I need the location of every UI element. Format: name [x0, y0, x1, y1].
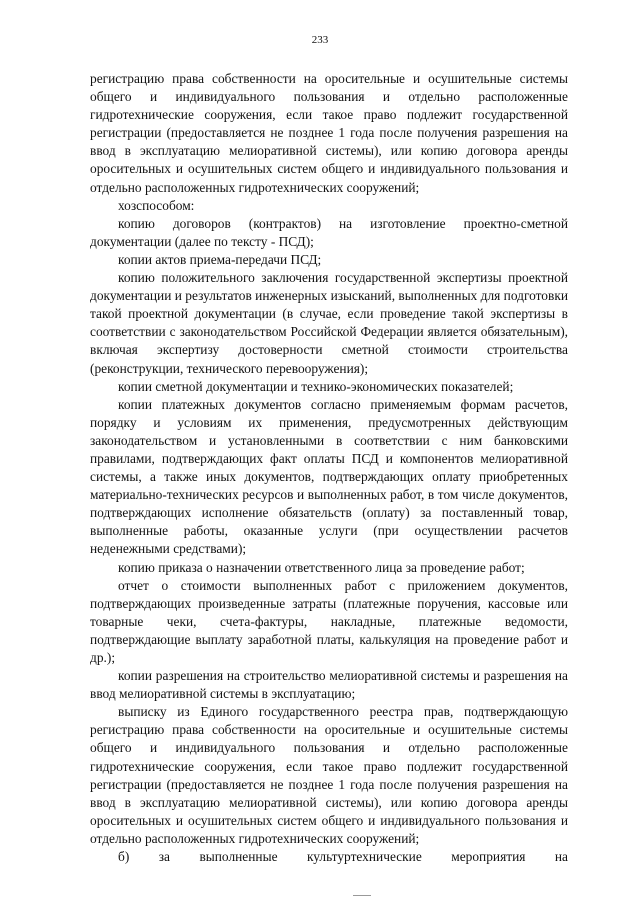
paragraph: копии актов приема-передачи ПСД;: [118, 251, 322, 267]
paragraph: б) за выполненные культуртехнические мероприятия на: [118, 849, 568, 865]
paragraph: копии платежных документов согласно применяемым формам расчетов, порядку и условиям их применения, предусмотренных действующим законодательством и установленными в соответствии с ним банковскими правилами, подтверждающих факт оплаты ПСД и компонентов мелиоративной системы, а также иных документов, подтверждающих оплату приобретенных материально-технических ресурсов и выполненных работ, в том числе документов, подтверждающих исполнение обязательств (оплату) за поставленный товар, выполненные работы, оказанные услуги (при осуществлении расчетов неденежными средствами);: [90, 396, 568, 557]
paragraph: отчет о стоимости выполненных работ с приложением документов, подтверждающих произведенные затраты (платежные поручения, кассовые или товарные чеки, счета-фактуры, накладные, платежные ведомости, подтверждающие выплату заработной платы, калькуляция на проведение работ и др.);: [90, 577, 568, 665]
paragraph: регистрацию права собственности на оросительные и осушительные системы общего и индивидуального пользования и отдельно расположенные гидротехнические сооружения, если такое право подлежит государственной регистрации (предоставляется не позднее 1 года после получения разрешения на ввод в эксплуатацию мелиоративной системы), или копию договора аренды оросительных и осушительных систем общего и индивидуального пользования и отдельно расположенных гидротехнических сооружений;: [90, 71, 568, 195]
page-number: 233: [311, 34, 329, 46]
document-body: [90, 70, 568, 866]
paragraph: копию договоров (контрактов) на изготовление проектно-сметной документации (далее по тексту - ПСД);: [90, 215, 568, 249]
paragraph: копии разрешения на строительство мелиоративной системы и разрешения на ввод мелиоративной системы в эксплуатацию;: [90, 668, 568, 702]
paragraph: копию приказа о назначении ответственного лица за проведение работ;: [118, 559, 525, 575]
paragraph: копии сметной документации и технико-экономических показателей;: [118, 378, 514, 394]
paragraph: копию положительного заключения государственной экспертизы проектной документации и результатов инженерных изысканий, выполненных для подготовки такой проектной документации (в случае, если проведение такой экспертизы в соответствии с законодательством Российской Федерации является обязательным), включая экспертизу достоверности сметной стоимости строительства (реконструкции, технического перевооружения);: [90, 270, 568, 376]
paragraph: хозспособом:: [118, 197, 195, 213]
scan-mark: [353, 895, 371, 896]
paragraph: выписку из Единого государственного реестра прав, подтверждающую регистрацию права собственности на оросительные и осушительные системы общего и индивидуального пользования и отдельно расположенные гидротехнические сооружения, если такое право подлежит государственной регистрации (предоставляется не позднее 1 года после получения разрешения на ввод в эксплуатацию мелиоративной системы), или копию договора аренды оросительных и осушительных систем общего и индивидуального пользования и отдельно расположенных гидротехнических сооружений;: [90, 704, 568, 846]
